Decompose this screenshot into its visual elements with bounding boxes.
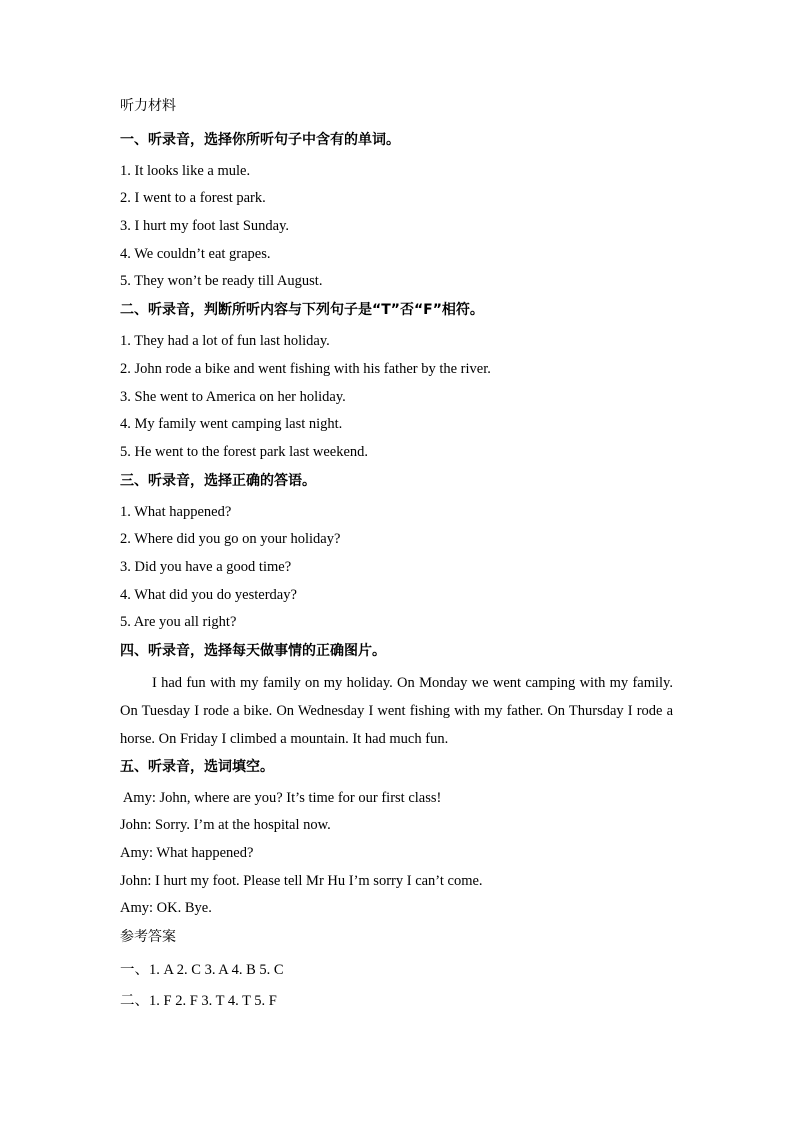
section-1-heading: 一、听录音，选择你所听句子中含有的单词。 bbox=[120, 132, 400, 148]
section-4-heading: 四、听录音，选择每天做事情的正确图片。 bbox=[120, 643, 386, 659]
section-1-item: 3. I hurt my foot last Sunday. bbox=[120, 218, 290, 234]
section-2-item: 1. They had a lot of fun last holiday. bbox=[120, 333, 330, 349]
dialogue-line: John: Sorry. I’m at the hospital now. bbox=[120, 817, 331, 833]
answer-line: 二、1. F 2. F 3. T 4. T 5. F bbox=[120, 993, 277, 1009]
section-3-item: 4. What did you do yesterday? bbox=[120, 587, 297, 603]
section-1-item: 1. It looks like a mule. bbox=[120, 163, 251, 179]
section-3-item: 1. What happened? bbox=[120, 504, 232, 520]
section-2-item: 2. John rode a bike and went fishing with his father by the river. bbox=[120, 361, 491, 377]
answer-line: 一、1. A 2. C 3. A 4. B 5. C bbox=[120, 962, 284, 978]
dialogue-line: Amy: What happened? bbox=[120, 845, 254, 861]
section-2-heading: 二、听录音，判断所听内容与下列句子是“T”否“F”相符。 bbox=[120, 302, 484, 318]
answers-title: 参考答案 bbox=[120, 929, 176, 945]
section-3-heading: 三、听录音，选择正确的答语。 bbox=[120, 473, 316, 489]
section-3-item: 3. Did you have a good time? bbox=[120, 559, 292, 575]
dialogue-line: John: I hurt my foot. Please tell Mr Hu I’m sorry I can’t come. bbox=[120, 873, 483, 889]
section-1-item: 2. I went to a forest park. bbox=[120, 190, 266, 206]
section-1-item: 4. We couldn’t eat grapes. bbox=[120, 246, 271, 262]
section-1-item: 5. They won’t be ready till August. bbox=[120, 273, 323, 289]
section-2-item: 4. My family went camping last night. bbox=[120, 416, 343, 432]
section-2-item: 3. She went to America on her holiday. bbox=[120, 389, 346, 405]
section-5-heading: 五、听录音，选词填空。 bbox=[120, 759, 274, 775]
section-4-paragraph: I had fun with my family on my holiday. On Monday we went camping with my family. On Tuesday I rode a bike. On Wednesday I went fishing with my father. On Thursday I rode a horse. On Friday I climbed a mountain. It had much fun. bbox=[120, 675, 673, 747]
section-2-item: 5. He went to the forest park last weekend. bbox=[120, 444, 369, 460]
dialogue-line: Amy: OK. Bye. bbox=[120, 900, 212, 916]
dialogue-line: Amy: John, where are you? It’s time for our first class! bbox=[120, 790, 442, 806]
section-3-item: 5. Are you all right? bbox=[120, 614, 237, 630]
document-title: 听力材料 bbox=[120, 98, 176, 114]
section-3-item: 2. Where did you go on your holiday? bbox=[120, 531, 341, 547]
